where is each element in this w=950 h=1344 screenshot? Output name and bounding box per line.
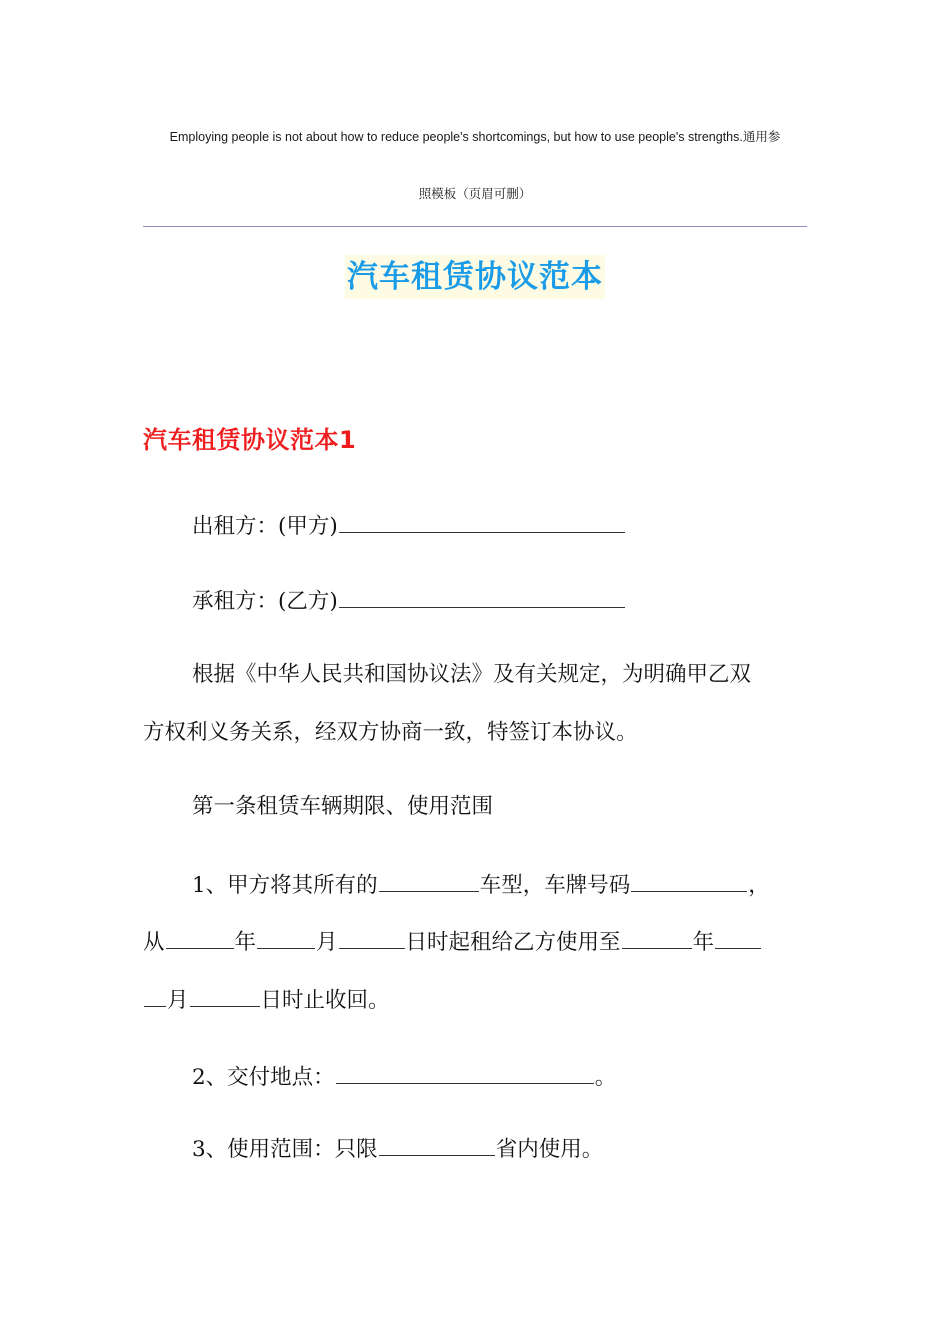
- document-title-container: [0, 255, 950, 299]
- item1-line-3: [143, 984, 807, 1016]
- item1-text-f: 月: [316, 930, 338, 955]
- end-day-blank: [190, 984, 260, 1007]
- item1-line-1: [143, 869, 856, 901]
- article1-title: 第一条租赁车辆期限、使用范围: [192, 794, 494, 819]
- intro-line-1: 根据《中华人民共和国协议法》及有关规定，为明确甲乙双: [192, 662, 752, 687]
- header-text-line2: 照模板（页眉可删）: [418, 186, 532, 201]
- end-year-blank: [622, 926, 692, 949]
- item1-text-d: 从: [143, 930, 165, 955]
- start-month-blank: [257, 926, 315, 949]
- end-month-blank-part2: [144, 984, 166, 1007]
- item1-text-i: 月: [167, 988, 189, 1013]
- header-divider: [143, 226, 807, 227]
- item3-end: 省内使用。: [495, 1137, 604, 1162]
- header-text-line1: Employing people is not about how to reduce people's shortcomings, but how to use people's strengths.通用参: [169, 130, 781, 144]
- item1-text-j: 日时止收回。: [260, 988, 390, 1013]
- item1-text-e: 年: [234, 930, 257, 955]
- document-title: 汽车租赁协议范本: [345, 255, 605, 299]
- item1-text-b: 车型，车牌号码: [479, 873, 631, 898]
- item1-text-g: 日时起租给乙方使用至: [405, 930, 621, 955]
- item1-line-2: [143, 926, 807, 958]
- delivery-location-blank: [336, 1061, 594, 1084]
- lessor-label: 出租方：(甲方): [192, 514, 338, 539]
- lessee-line: [143, 585, 856, 617]
- item3-line: [143, 1133, 856, 1165]
- end-month-blank-part1: [715, 926, 761, 949]
- item2-line: [143, 1061, 856, 1093]
- item1-text-c: ，: [748, 873, 770, 898]
- intro-line-2: 方权利义务关系，经双方协商一致，特签订本协议。: [143, 720, 638, 745]
- plate-number-blank: [631, 869, 747, 892]
- item1-text-h: 年: [692, 930, 715, 955]
- start-day-blank: [339, 926, 405, 949]
- item3-label: 3、使用范围：只限: [192, 1137, 378, 1162]
- start-year-blank: [166, 926, 234, 949]
- lessee-label: 承租方：(乙方): [192, 589, 338, 614]
- lessor-blank: [339, 510, 625, 533]
- item1-text-a: 1、甲方将其所有的: [192, 873, 378, 898]
- lessee-blank: [339, 585, 625, 608]
- item2-end: 。: [594, 1065, 617, 1090]
- car-model-blank: [379, 869, 479, 892]
- lessor-line: [143, 510, 856, 542]
- item2-label: 2、交付地点：: [192, 1065, 335, 1090]
- usage-province-blank: [379, 1133, 495, 1156]
- section-heading: 汽车租赁协议范本1: [143, 426, 357, 454]
